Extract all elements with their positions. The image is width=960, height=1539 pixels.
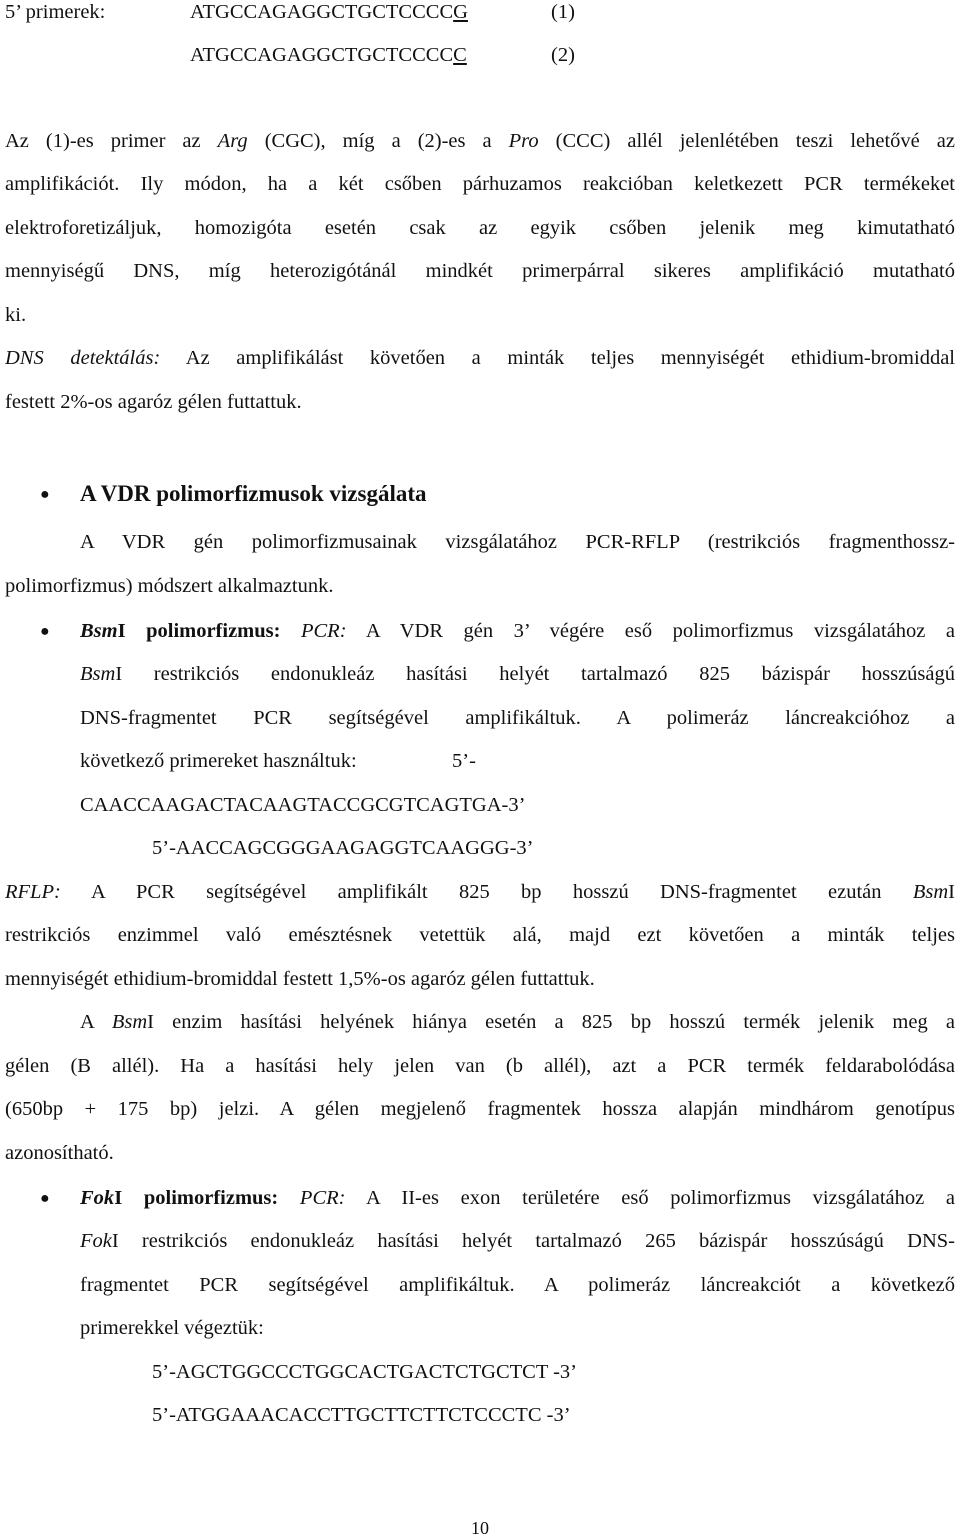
fok-title-bold: I polimorfizmus: — [114, 1187, 279, 1209]
primer-seq-2-last: C — [453, 44, 467, 66]
rflp-line-2: restrikciós enzimmel való emésztésnek vetettük alá, majd ezt követően a minták teljes — [5, 924, 955, 946]
bsm-line-3: DNS-fragmentet PCR segítségével amplifikáltuk. A polimeráz láncreakcióhoz a — [80, 707, 955, 729]
p1-line-3: elektroforetizáljuk, homozigóta esetén csak az egyik csőben jelenik meg kimutatható — [5, 217, 955, 239]
rflp-label: RFLP: — [5, 881, 61, 903]
rflp-l1-text: A PCR segítségével amplifikált 825 bp hosszú DNS-fragmentet ezután — [60, 881, 913, 903]
bsm-primer-1: CAACCAAGACTACAAGTACCGCGTCAGTGA-3’ — [80, 794, 526, 816]
rflp-p2-b: I enzim hasítási helyének hiánya esetén a 825 bp hosszú termék jelenik meg a — [147, 1011, 955, 1033]
p2-label: DNS detektálás: — [5, 347, 161, 369]
bsm-l2-text: I restrikciós endonukleáz hasítási helyét tartalmazó 825 bázispár hosszúságú — [115, 663, 955, 685]
bsm-l1-text: A VDR gén 3’ végére eső polimorfizmus vizsgálatához a — [346, 620, 955, 642]
fok-pcr-label: PCR: — [299, 1187, 346, 1209]
bsm-line-2 — [80, 662, 955, 686]
bullet-icon: ● — [40, 1190, 50, 1207]
page-number: 10 — [471, 1518, 489, 1538]
p2-line-1 — [5, 346, 955, 370]
primer-seq-2-num: (2) — [551, 44, 575, 66]
section-line-2: polimorfizmus) módszert alkalmaztunk. — [5, 575, 334, 597]
fok-primer-2: 5’-ATGGAAACACCTTGCTTCTTCTCCCTC -3’ — [152, 1404, 571, 1426]
fok-l2-text: I restrikciós endonukleáz hasítási helyét tartalmazó 265 bázispár hosszúságú DNS- — [111, 1230, 955, 1252]
fok-l2-italic: Fok — [80, 1230, 112, 1252]
primer-seq-2-main: ATGCCAGAGGCTGCTCCCC — [190, 44, 454, 66]
fok-title-italic: Fok — [80, 1187, 115, 1209]
primer-seq-1 — [190, 0, 468, 24]
fok-line-3: fragmentet PCR segítségével amplifikáltuk. A polimeráz láncreakciót a következő — [80, 1274, 955, 1296]
rflp-l1-end: I — [948, 881, 955, 903]
bsm-line-4: következő primereket használtuk: — [80, 750, 357, 772]
p1-l1-text-c: (CCC) allél jelenlétében teszi lehetővé az — [538, 130, 955, 152]
p2-line-2: festett 2%-os agaróz gélen futtattuk. — [5, 391, 302, 413]
rflp-p2-line-2: gélen (B allél). Ha a hasítási hely jelen van (b allél), azt a PCR termék feldarabolódása — [5, 1055, 955, 1077]
rflp-p2-line-3: (650bp + 175 bp) jelzi. A gélen megjelenő fragmentek hossza alapján mindhárom genotípus — [5, 1098, 955, 1120]
bsm-primer-2: 5’-AACCAGCGGGAAGAGGTCAAGGG-3’ — [152, 837, 534, 859]
bsm-l2-italic: Bsm — [80, 663, 116, 685]
p1-l1-text-b: (CGC), míg a (2)-es a — [247, 130, 509, 152]
p1-line-4: mennyiségű DNS, míg heterozigótánál mindkét primerpárral sikeres amplifikáció mutatható — [5, 260, 955, 282]
bsm-pcr-label: PCR: — [300, 620, 347, 642]
p1-line-2: amplifikációt. Ily módon, ha a két csőben párhuzamos reakcióban keletkezett PCR termékeket — [5, 173, 955, 195]
fok-primer-1: 5’-AGCTGGCCCTGGCACTGACTCTGCTCT -3’ — [152, 1361, 577, 1383]
section-heading: A VDR polimorfizmusok vizsgálata — [80, 481, 427, 506]
p1-line-5: ki. — [5, 304, 27, 326]
fok-line-4: primerekkel végeztük: — [80, 1317, 264, 1339]
rflp-line-1 — [5, 880, 955, 904]
p1-l1-arg: Arg — [217, 130, 248, 152]
p2-l1-text: Az amplifikálást követően a minták teljes mennyiségét ethidium-bromiddal — [160, 347, 955, 369]
p1-line-1 — [5, 129, 955, 153]
fok-l1-text: A II-es exon területére eső polimorfizmus vizsgálatához a — [345, 1187, 955, 1209]
rflp-p2-a: A — [80, 1011, 112, 1033]
bullet-icon: ● — [40, 486, 50, 503]
primer-label: 5’ primerek: — [5, 1, 106, 23]
rflp-line-3: mennyiségét ethidium-bromiddal festett 1,5%-os agaróz gélen futtattuk. — [5, 968, 595, 990]
rflp-p2-italic: Bsm — [111, 1011, 148, 1033]
p1-l1-pro: Pro — [508, 130, 539, 152]
primer-seq-1-main: ATGCCAGAGGCTGCTCCCC — [190, 1, 454, 23]
fok-line-1 — [80, 1186, 955, 1210]
primer-seq-2 — [190, 43, 467, 67]
rflp-p2-line-1 — [80, 1010, 955, 1034]
rflp-p2-line-4: azonosítható. — [5, 1142, 114, 1164]
rflp-l1-italic: Bsm — [912, 881, 949, 903]
bsm-title-italic: Bsm — [80, 620, 118, 642]
p1-l1-text-a: Az (1)-es primer az — [5, 130, 218, 152]
primer-seq-1-num: (1) — [551, 1, 575, 23]
primer-seq-1-last: G — [453, 1, 468, 23]
fok-line-2 — [80, 1229, 955, 1253]
section-line-1: A VDR gén polimorfizmusainak vizsgálatához PCR-RFLP (restrikciós fragmenthossz- — [80, 531, 955, 553]
bsm-title-bold: I polimorfizmus: — [117, 620, 281, 642]
bullet-icon: ● — [40, 623, 50, 640]
bsm-line-1 — [80, 619, 955, 643]
bsm-line-4-prime: 5’- — [452, 750, 476, 772]
